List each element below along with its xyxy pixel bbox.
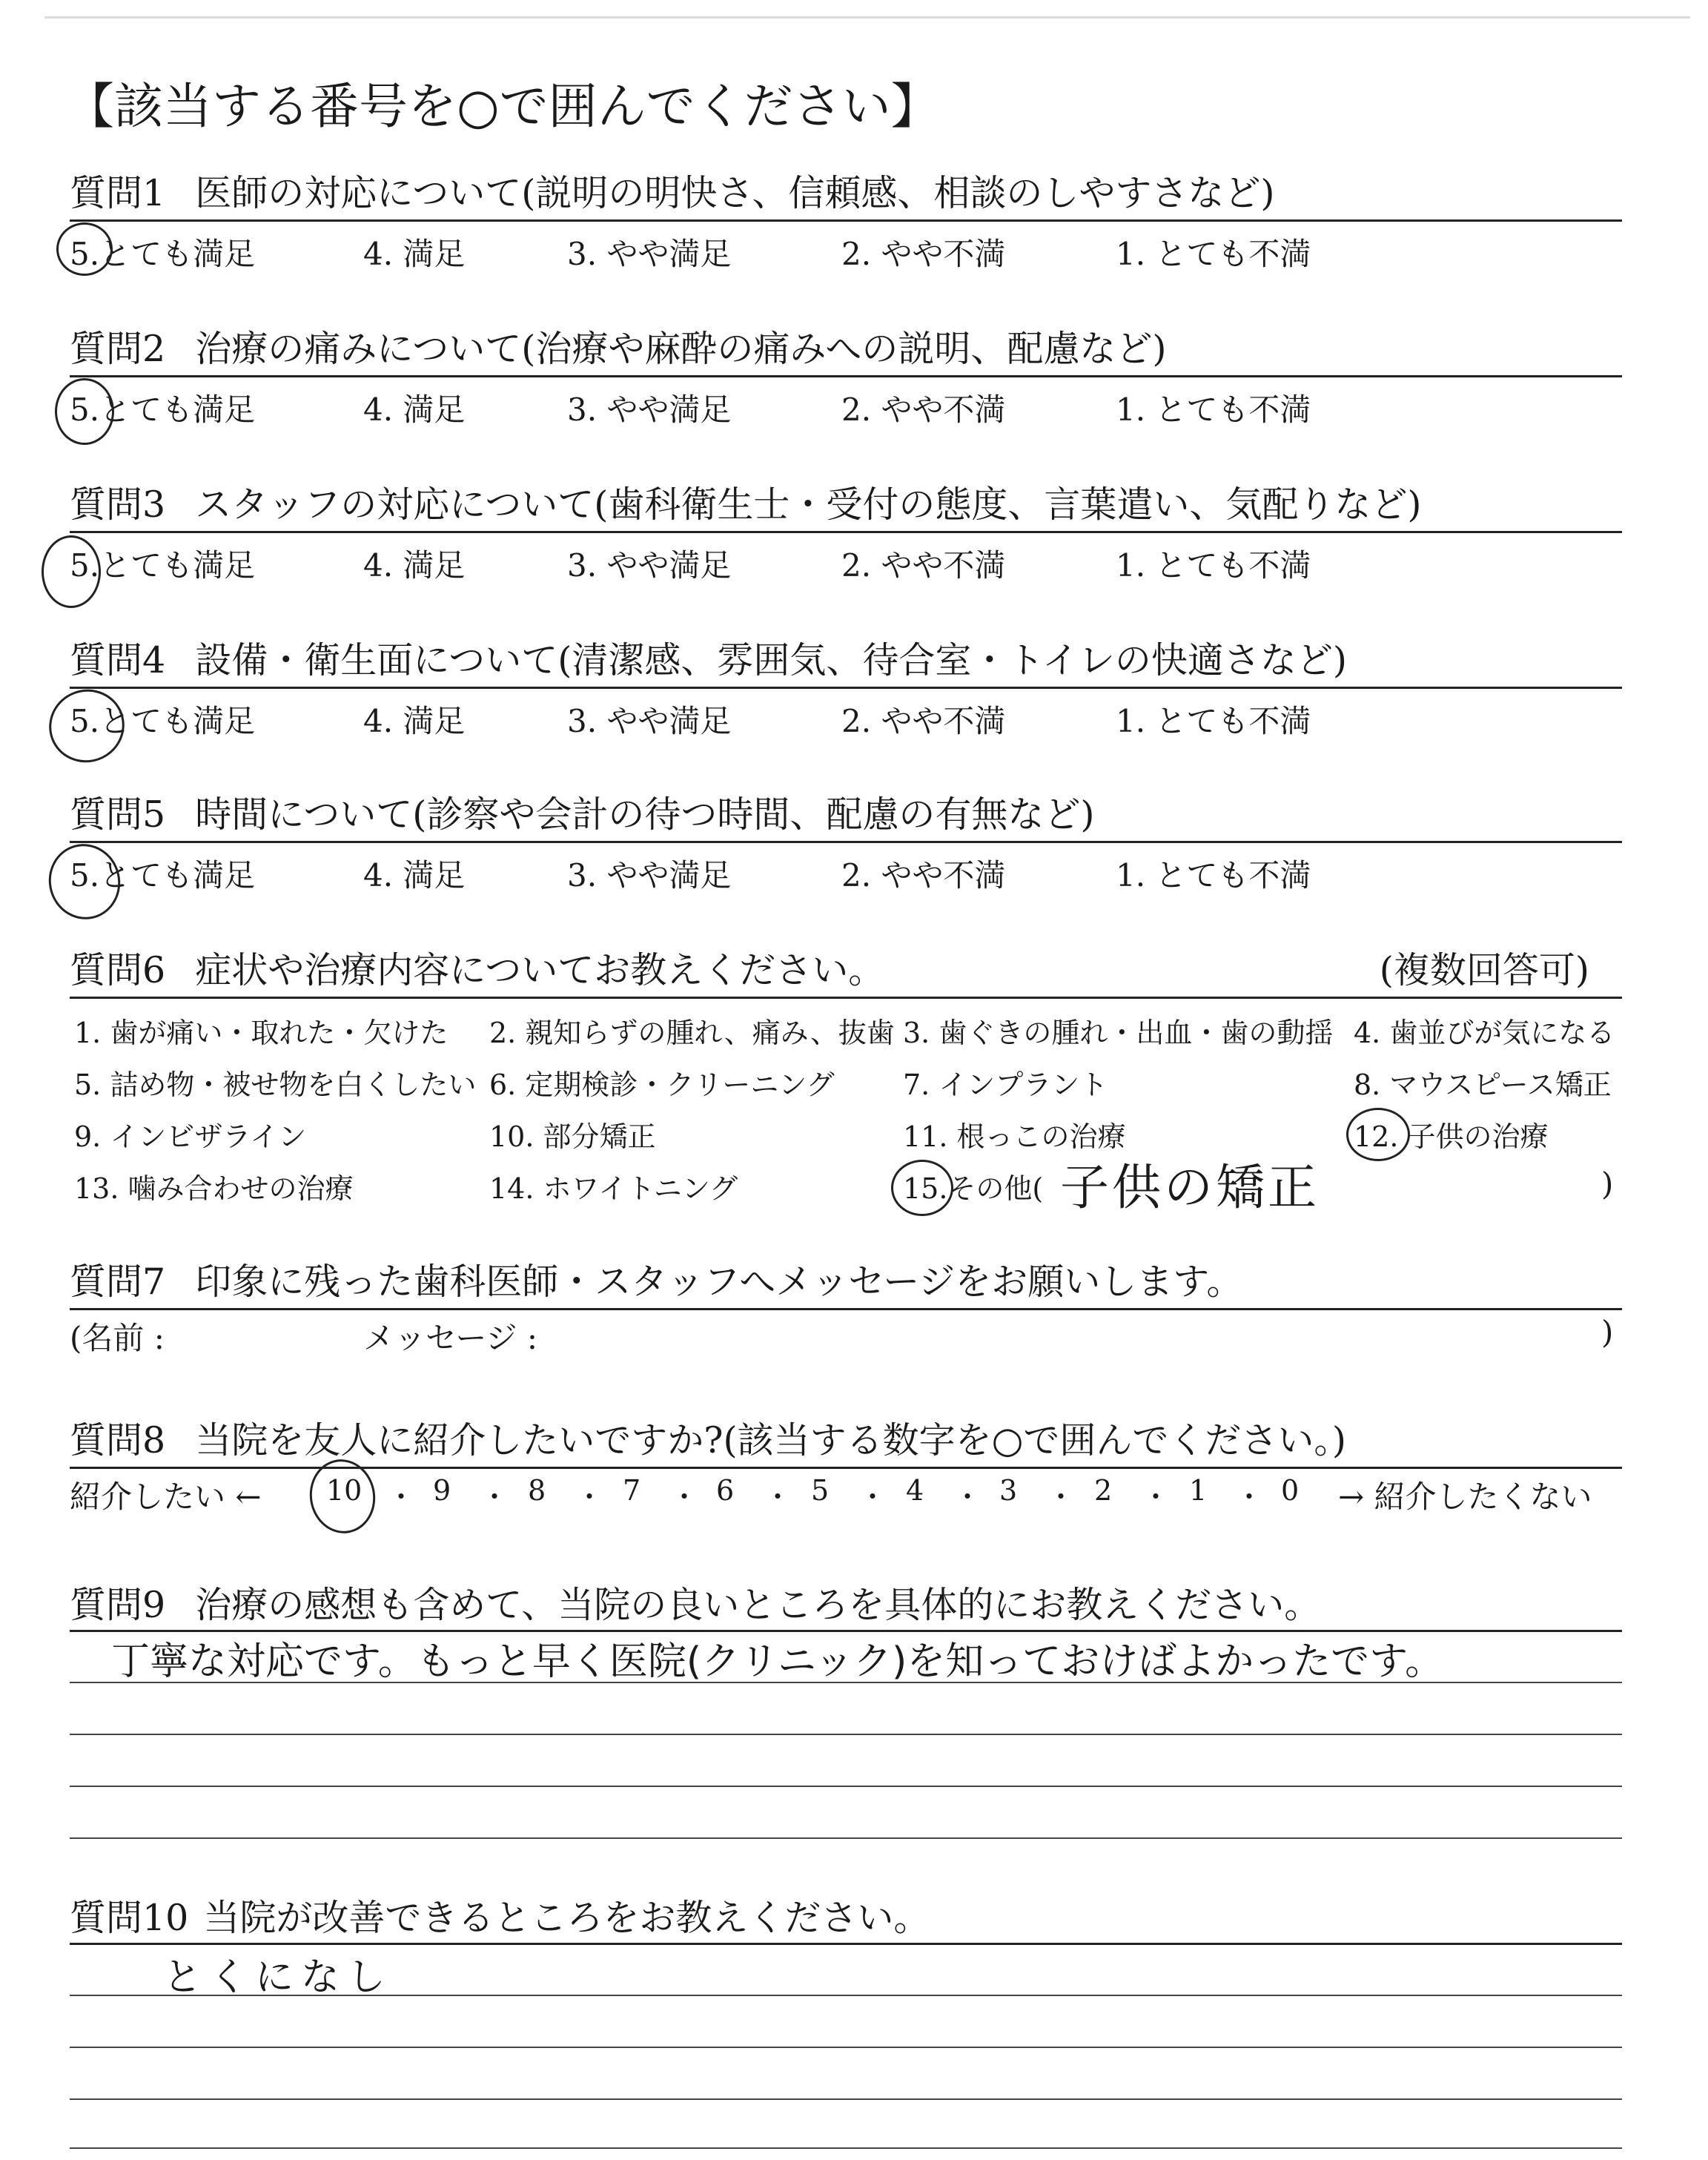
scale-separator: ・: [953, 1481, 982, 1513]
top-edge-line: [44, 16, 1690, 19]
question-2-rule: [70, 375, 1622, 377]
question-text: 時間について(診察や会計の待つ時間、配慮の有無など): [195, 793, 1095, 836]
question-text: 設備・衛生面について(清潔感、雰囲気、待合室・トイレの快適さなど): [195, 639, 1347, 681]
q4-option-2[interactable]: 2. やや不満: [841, 703, 1006, 739]
scale-separator: ・: [387, 1481, 416, 1513]
question-text: 治療の痛みについて(治療や麻酔の痛みへの説明、配慮など): [195, 328, 1167, 370]
name-label: (名前 :: [70, 1320, 165, 1356]
question-number: 質問10: [70, 1897, 189, 1939]
question-3: [70, 476, 1626, 528]
question-number: 質問9: [70, 1584, 166, 1626]
scale-9[interactable]: 9: [433, 1474, 451, 1507]
scale-separator: ・: [575, 1481, 604, 1513]
q3-option-4[interactable]: 4. 満足: [363, 547, 466, 584]
question-text: 治療の感想も含めて、当院の良いところを具体的にお教えください。: [195, 1584, 1321, 1626]
answer-line: [70, 2098, 1622, 2100]
question-4: [70, 632, 1626, 684]
q1-option-5[interactable]: 5.とても満足: [70, 236, 256, 272]
q4-option-3[interactable]: 3. やや満足: [567, 703, 732, 739]
q3-option-2[interactable]: 2. やや不満: [841, 547, 1006, 584]
q1-option-4[interactable]: 4. 満足: [363, 236, 466, 272]
scale-separator: ・: [1235, 1481, 1264, 1513]
recommend-left-label: 紹介したい ←: [70, 1479, 262, 1515]
q5-option-4[interactable]: 4. 満足: [363, 857, 466, 894]
answer-line: [70, 1786, 1622, 1787]
question-8-rule: [70, 1467, 1622, 1469]
q6-option-4[interactable]: 4. 歯並びが気になる: [1354, 1017, 1615, 1049]
question-number: 質問2: [70, 328, 166, 370]
question-8: [70, 1412, 1626, 1464]
answer-line: [70, 2147, 1622, 2149]
q5-answer-circle: [40, 836, 128, 927]
q2-option-3[interactable]: 3. やや満足: [567, 392, 732, 428]
question-text: 当院が改善できるところをお教えください。: [203, 1897, 930, 1939]
scale-6[interactable]: 6: [716, 1474, 735, 1507]
question-number: 質問4: [70, 639, 166, 681]
q6-option-2[interactable]: 2. 親知らずの腫れ、痛み、抜歯: [489, 1017, 895, 1049]
question-1-rule: [70, 219, 1622, 222]
question-3-rule: [70, 531, 1622, 533]
question-10-rule: [70, 1943, 1622, 1945]
q2-option-1[interactable]: 1. とても不満: [1116, 392, 1311, 428]
q6-option-7[interactable]: 7. インプラント: [903, 1069, 1108, 1101]
q4-option-4[interactable]: 4. 満足: [363, 703, 466, 739]
question-number: 質問5: [70, 793, 166, 836]
q10-handwritten-answer: とくになし: [163, 1955, 394, 2000]
q6-option-14[interactable]: 14. ホワイトニング: [489, 1172, 738, 1205]
q6-option-15[interactable]: 15.その他(: [903, 1172, 1044, 1205]
question-number: 質問1: [70, 172, 166, 214]
question-9: [70, 1576, 1626, 1628]
answer-line: [70, 1734, 1622, 1735]
question-number: 質問8: [70, 1419, 166, 1462]
scale-separator: ・: [1142, 1481, 1171, 1513]
q1-option-1[interactable]: 1. とても不満: [1116, 236, 1311, 272]
page-title: 【該当する番号を○で囲んでください】: [65, 78, 940, 135]
q2-option-4[interactable]: 4. 満足: [363, 392, 466, 428]
question-1: [70, 165, 1626, 217]
q6-option-3[interactable]: 3. 歯ぐきの腫れ・出血・歯の動揺: [903, 1017, 1334, 1049]
question-text: 医師の対応について(説明の明快さ、信頼感、相談のしやすさなど): [195, 172, 1275, 214]
q1-option-3[interactable]: 3. やや満足: [567, 236, 732, 272]
question-6-rule: [70, 997, 1622, 999]
q6-close-paren: ): [1601, 1166, 1614, 1202]
question-5: [70, 786, 1626, 838]
question-7: [70, 1253, 1626, 1305]
q3-answer-circle: [42, 535, 101, 608]
scale-1[interactable]: 1: [1189, 1474, 1208, 1507]
answer-line: [70, 1682, 1622, 1683]
question-number: 質問7: [70, 1261, 166, 1303]
q2-answer-circle: [55, 378, 114, 445]
q7-close-paren: ): [1601, 1314, 1614, 1350]
question-2: [70, 320, 1626, 372]
multi-answer-note: (複数回答可): [1379, 949, 1589, 991]
q1-option-2[interactable]: 2. やや不満: [841, 236, 1006, 272]
question-10: [70, 1889, 1626, 1941]
question-number: 質問6: [70, 949, 166, 991]
q6-option-6[interactable]: 6. 定期検診・クリーニング: [489, 1069, 835, 1101]
question-text: スタッフの対応について(歯科衛生士・受付の態度、言葉遣い、気配りなど): [195, 483, 1422, 526]
message-label: メッセージ :: [363, 1320, 537, 1356]
scale-8[interactable]: 8: [528, 1474, 546, 1507]
q6-option-13[interactable]: 13. 噛み合わせの治療: [74, 1172, 354, 1205]
scale-separator: ・: [1047, 1481, 1076, 1513]
q6-option-12[interactable]: 12. 子供の治療: [1354, 1120, 1549, 1153]
q5-option-1[interactable]: 1. とても不満: [1116, 857, 1311, 894]
question-7-rule: [70, 1308, 1622, 1310]
question-text: 当院を友人に紹介したいですか?(該当する数字を○で囲んでください。): [195, 1419, 1346, 1462]
q5-option-5[interactable]: 5.とても満足: [70, 857, 256, 894]
q2-option-2[interactable]: 2. やや不満: [841, 392, 1006, 428]
q1-answer-circle: [56, 222, 113, 276]
question-5-rule: [70, 841, 1622, 843]
q3-option-5[interactable]: 5.とても満足: [70, 547, 256, 584]
q5-option-3[interactable]: 3. やや満足: [567, 857, 732, 894]
scale-7[interactable]: 7: [623, 1474, 641, 1507]
q5-option-2[interactable]: 2. やや不満: [841, 857, 1006, 894]
scale-3[interactable]: 3: [999, 1474, 1018, 1507]
scale-separator: ・: [480, 1481, 509, 1513]
scale-2[interactable]: 2: [1094, 1474, 1113, 1507]
q6-other-handwritten: 子供の矯正: [1060, 1159, 1320, 1216]
q6-answer-circle-15: [891, 1160, 953, 1216]
scale-5[interactable]: 5: [811, 1474, 830, 1507]
q6-option-8[interactable]: 8. マウスピース矯正: [1354, 1069, 1612, 1101]
q6-option-9[interactable]: 9. インビザライン: [74, 1120, 307, 1153]
answer-line: [70, 2047, 1622, 2048]
q4-answer-circle: [39, 679, 134, 773]
answer-line: [70, 1837, 1622, 1839]
q9-handwritten-answer: 丁寧な対応です。もっと早く医院(クリニック)を知っておけばよかったです。: [111, 1639, 1444, 1684]
question-text: 印象に残った歯科医師・スタッフへメッセージをお願いします。: [195, 1261, 1243, 1303]
q6-option-1[interactable]: 1. 歯が痛い・取れた・欠けた: [74, 1017, 448, 1049]
answer-line: [70, 1995, 1622, 1996]
q3-option-3[interactable]: 3. やや満足: [567, 547, 732, 584]
scale-separator: ・: [670, 1481, 699, 1513]
q3-option-1[interactable]: 1. とても不満: [1116, 547, 1311, 584]
scale-separator: ・: [858, 1481, 887, 1513]
q6-option-11[interactable]: 11. 根っこの治療: [903, 1120, 1126, 1153]
q4-option-1[interactable]: 1. とても不満: [1116, 703, 1311, 739]
scale-separator: ・: [764, 1481, 792, 1513]
scale-4[interactable]: 4: [906, 1474, 924, 1507]
q6-answer-circle-12: [1346, 1108, 1410, 1161]
recommend-right-label: → 紹介したくない: [1338, 1479, 1592, 1515]
q4-option-5[interactable]: 5.とても満足: [70, 703, 256, 739]
q6-option-10[interactable]: 10. 部分矯正: [489, 1120, 656, 1153]
question-text: 症状や治療内容についてお教えください。: [195, 949, 885, 991]
scale-10[interactable]: 10: [326, 1474, 363, 1507]
q2-option-5[interactable]: 5.とても満足: [70, 392, 256, 428]
q6-option-5[interactable]: 5. 詰め物・被せ物を白くしたい: [74, 1069, 477, 1101]
question-4-rule: [70, 687, 1622, 689]
scale-0[interactable]: 0: [1281, 1474, 1300, 1507]
question-number: 質問3: [70, 483, 166, 526]
question-6: [70, 942, 1626, 994]
